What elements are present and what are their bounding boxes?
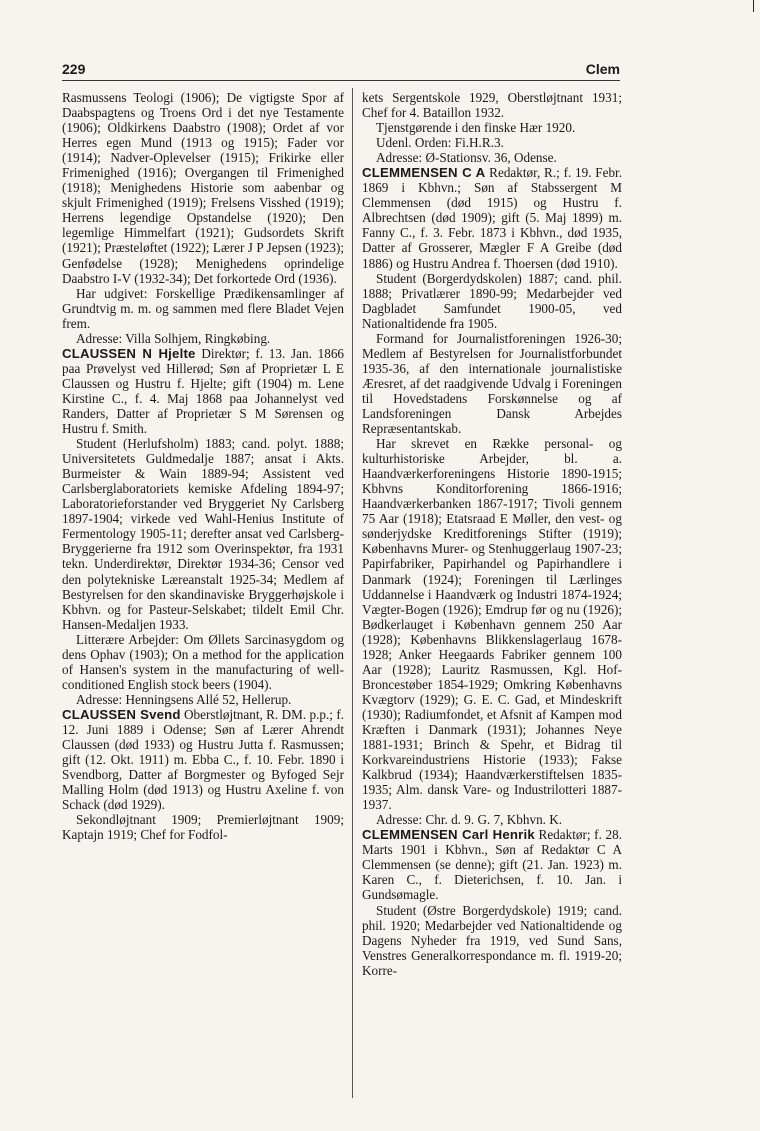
continued-text: Rasmussens Teologi (1906); De vigtigste Spor af Daabspagtens og Troens Ord i det nye Testamente (1906); Oldkirkens Daabstro (1908); Ordet af vor Herres egen Mund (1913 og 1915); Fader vor (1914); Nadver-Oplevelser (1915); Frikirke eller Frimenighed (1916); Overgangen til Frimenighed (1918); Menighedens Historie som aabenbar og skjult Frimenighed (1919); Frelsens Visshed (1919); Herrens legendige Opstandelse (1920); Den legemlige Himmelfart (1921); Gudsordets Skrift (1921); Præsteløftet (1922); Lærer J P Jepsen (1923); Genfødelse (1928); Menighedens oprindelige Daabstro I-V (1932-34); Det forkortede Ord (1936). [62,90,344,286]
entry-paragraph: Litterære Arbejder: Om Øllets Sarcinasygdom og dens Ophav (1903); On a method for the application of Hansen's system in the manufacturing of well-conditioned English stock beers (1904). [62,631,344,692]
entry-paragraph: Har skrevet en Række personal- og kulturhistoriske Arbejder, bl. a. Haandværkerforeningens Historie 1890-1915; Kbhvns Konditorforening 1866-1916; Haandværkerbanken 1867-1917; Tivoli gennem 75 Aar (1918); Etatsraad E Møller, den vest- og sønderjydske Kreditforenings Stifter (1919); Københavns Murer- og Stenhuggerlaug 1907-23; Papirfabriker, Papirhandel og Papirhandlere i Danmark (1924); Foreningen til Lærlinges Uddannelse i Haandværk og Industri 1874-1924; Vægter-Bogen (1926); Emdrup før og nu (1926); Bødkerlauget i København gennem 250 Aar (1928); Københavns Blikkenslagerlaug 1678-1928; Anker Heegaards Fabriker gennem 100 Aar (1928); Lauritz Rasmussen, Kgl. Hof-Broncestøber 1854-1929; Omkring Københavns Kvægtorv (1929); G. E. C. Gad, et Mindeskrift (1930); Radiumfondet, et Afsnit af Kampen mod Kræften i Danmark (1931); Johannes Neye 1881-1931; Brinch & Spehr, et Bidrag til Korkvareindustriens Historie (1933); Fakse Kalkbrud (1934); Haandværkerstiftelsen 1835-1935; Alm. dansk Vare- og Industrilotteri 1887-1937. [362,436,622,813]
entry-paragraph: Formand for Journalistforeningen 1926-30; Medlem af Bestyrelsen for Journalistforbundet 1935-36, af den internationale journalistiske Æresret, af det raadgivende Udvalg i Foreningen til Hovedstadens Forskønnelse og af Landsforeningen Dansk Arbejdes Repræsentantskab. [362,330,622,437]
entry-paragraph: Udenl. Orden: Fi.H.R.3. [376,135,504,151]
entry-text: Oberstløjtnant, R. DM. p.p.; f. 12. Juni 1889 i Odense; Søn af Lærer Ahrendt Claussen (død 1933) og Hustru Jutta f. Rasmussen; gift (12. Okt. 1911) m. Ebba C., f. 10. Febr. 1890 i Svendborg, Datter af Borgmester og Byfoged Sejr Malling Holm (død 1913) og Hustru Axeline f. von Schack (død 1929). [62,706,345,813]
entry-text: Redaktør, R.; f. 19. Febr. 1869 i Kbhvn.; Søn af Stabssergent M Clemmensen (død 1915) og Hustru f. Albrechtsen (død 1909); gift (5. Maj 1899) m. Fanny C., f. 3. Febr. 1873 i Kbhvn., død 1935, Datter af Grosserer, Mægler F A Greibe (død 1886) og Hustru Andrea f. Thoersen (død 1910). [362,165,623,271]
biography-entry [62,346,344,436]
biography-entry [362,827,622,902]
continued-text: kets Sergentskole 1929, Oberstløjtnant 1931; Chef for 4. Bataillon 1932. [362,90,622,121]
entry-paragraph: Student (Herlufsholm) 1883; cand. polyt. 1888; Universitetets Guldmedalje 1887; ansat i Akts. Burmeister & Wain 1889-94; Assistent ved Carlsberglaboratoriets kemiske Afdeling 1894-97; Laboratorieforstander ved Bryggeriet Ny Carlsberg 1897-1904; virkede ved Wahl-Henius Institute of Fermentology 1905-11; derefter ansat ved Carlsberg-Bryggerierne fra 1912 som Overinspektør, fra 1931 tekn. Underdirektør, Direktør 1934-36; Censor ved den polytekniske Læreanstalt 1925-34; Medlem af Bestyrelsen for den skandinaviske Bryggerhøjskole i Kbhvn. og for Pasteur-Selskabet; tildelt Emil Chr. Hansen-Medaljen 1933. [62,436,344,632]
left-column [62,90,344,842]
entry-paragraph: Adresse: Villa Solhjem, Ringkøbing. [76,330,271,346]
guide-word: Clem [585,61,620,77]
entry-name: CLAUSSEN N Hjelte [62,345,196,361]
entry-paragraph: Student (Borgerdydskolen) 1887; cand. phil. 1888; Privatlærer 1890-99; Medarbejder ved Dagbladet Samfundet 1900-05, ved Nationaltidende fra 1905. [362,270,622,331]
entry-paragraph: Tjenstgørende i den finske Hær 1920. [376,120,576,136]
entry-paragraph: Student (Østre Borgerdydskole) 1919; cand. phil. 1920; Medarbejder ved Nationaltidende og Dagens Nyheder fra 1919, ved Sund Sans, Venstres Generalkorrespondance m. fl. 1919-20; Korre- [362,902,622,978]
entry-name: CLAUSSEN Svend [62,706,181,722]
biography-entry [62,707,344,812]
right-column [362,90,622,978]
entry-paragraph: Sekondløjtnant 1909; Premierløjtnant 1909; Kaptajn 1919; Chef for Fodfol- [62,812,344,843]
entry-paragraph: Adresse: Chr. d. 9. G. 7, Kbhvn. K. [376,812,563,828]
entry-text: Redaktør; f. 28. Marts 1901 i Kbhvn., Søn af Redaktør C A Clemmensen (se denne); gift (21. Jan. 1923) m. Karen C., f. Dieterichsen, f. 10. Jan. i Gundsømagle. [362,827,622,903]
page-header [62,60,620,81]
entry-paragraph: Adresse: Ø-Stationsv. 36, Odense. [376,150,557,166]
biography-entry [362,165,622,270]
page-number: 229 [62,61,86,77]
entry-text: Direktør; f. 13. Jan. 1866 paa Prøvelyst ved Hillerød; Søn af Proprietær L E Claussen og Hustru f. Hjelte; gift (1904) m. Lene Kirstine C., f. 4. Maj 1868 paa Johannelyst ved Randers, Datter af Proprietær S M Sørensen og Hustru f. Smith. [62,345,345,437]
entry-paragraph: Adresse: Henningsens Allé 52, Hellerup. [76,691,292,707]
column-divider [352,88,353,1098]
entry-name: CLEMMENSEN C A [362,165,486,181]
entry-paragraph: Har udgivet: Forskellige Prædikensamlinger af Grundtvig m. m. og sammen med flere Bladet Vejen frem. [62,285,344,331]
page-edge-mark [753,0,754,12]
entry-name: CLEMMENSEN Carl Henrik [362,827,535,843]
